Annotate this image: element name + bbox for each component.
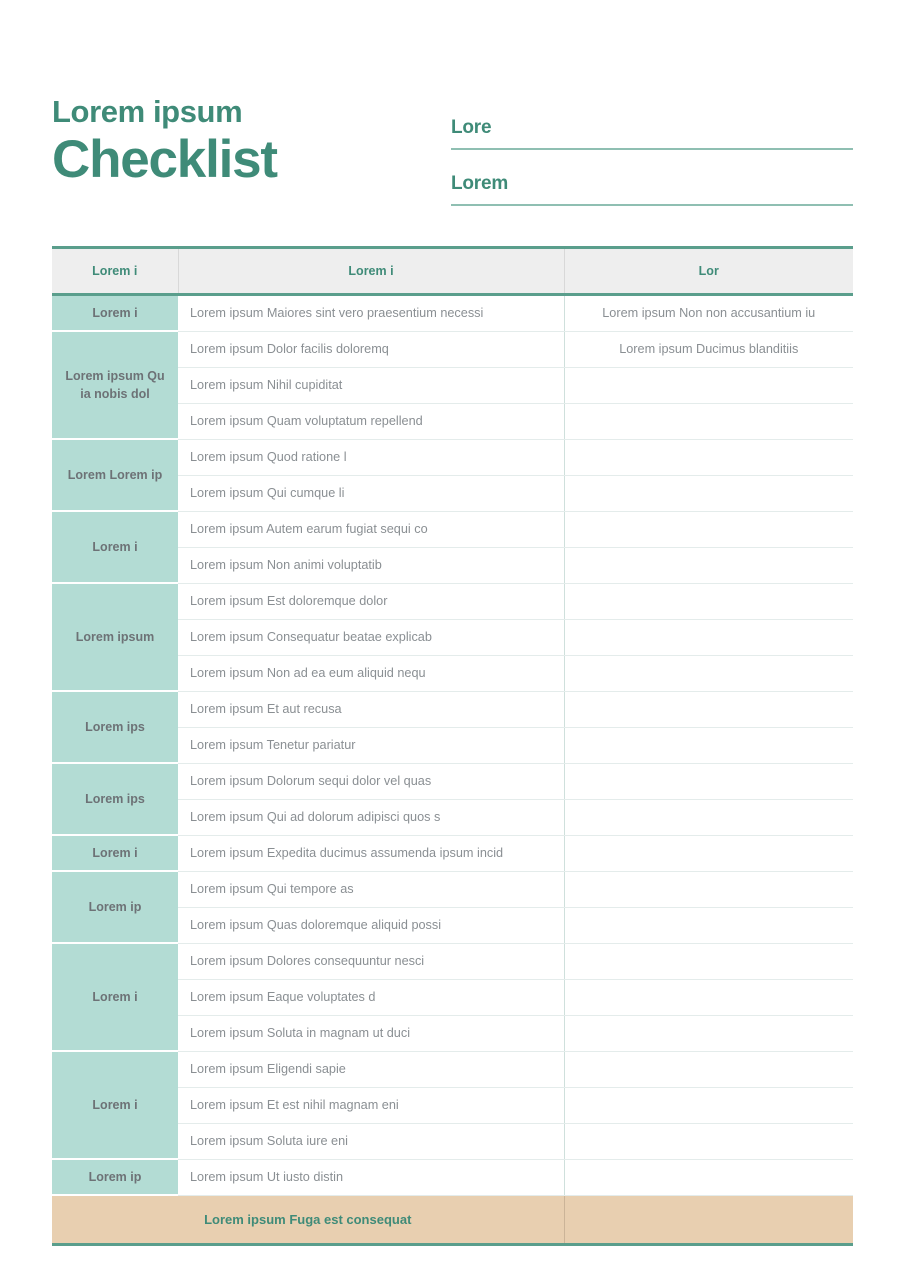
group-label-cell: Lorem ipsum Qu ia nobis dol [52, 331, 178, 439]
table-row [52, 763, 853, 799]
note-cell[interactable] [564, 799, 853, 835]
task-cell[interactable]: Lorem ipsum Et est nihil magnam eni [178, 1087, 564, 1123]
group-label-cell: Lorem ips [52, 763, 178, 835]
table-row [52, 1159, 853, 1195]
note-cell[interactable] [564, 1051, 853, 1087]
group-label-cell: Lorem ipsum [52, 583, 178, 691]
column-header-group: Lorem i [52, 247, 178, 294]
task-cell[interactable]: Lorem ipsum Quam voluptatum repellend [178, 403, 564, 439]
note-cell[interactable]: Lorem ipsum Non non accusantium iu [564, 294, 853, 331]
task-cell[interactable]: Lorem ipsum Soluta iure eni [178, 1123, 564, 1159]
task-cell[interactable]: Lorem ipsum Qui ad dolorum adipisci quos s [178, 799, 564, 835]
header-fields [451, 116, 853, 206]
group-label-cell: Lorem i [52, 294, 178, 331]
group-label-cell: Lorem Lorem ip [52, 439, 178, 511]
table-row [52, 943, 853, 979]
task-cell[interactable]: Lorem ipsum Dolores consequuntur nesci [178, 943, 564, 979]
group-label-cell: Lorem i [52, 511, 178, 583]
task-cell[interactable]: Lorem ipsum Expedita ducimus assumenda ipsum incid [178, 835, 564, 871]
note-cell[interactable] [564, 943, 853, 979]
task-cell[interactable]: Lorem ipsum Consequatur beatae explicab [178, 619, 564, 655]
note-cell[interactable] [564, 475, 853, 511]
note-cell[interactable] [564, 511, 853, 547]
task-cell[interactable]: Lorem ipsum Tenetur pariatur [178, 727, 564, 763]
note-cell[interactable] [564, 763, 853, 799]
task-cell[interactable]: Lorem ipsum Eaque voluptates d [178, 979, 564, 1015]
column-header-note: Lor [564, 247, 853, 294]
table-row [52, 511, 853, 547]
table-head [52, 247, 853, 294]
table-body [52, 294, 853, 1195]
table-header-row [52, 247, 853, 294]
task-cell[interactable]: Lorem ipsum Autem earum fugiat sequi co [178, 511, 564, 547]
note-cell[interactable] [564, 619, 853, 655]
task-cell[interactable]: Lorem ipsum Eligendi sapie [178, 1051, 564, 1087]
table-row [52, 439, 853, 475]
task-cell[interactable]: Lorem ipsum Ut iusto distin [178, 1159, 564, 1195]
note-cell[interactable] [564, 439, 853, 475]
table-row [52, 691, 853, 727]
note-cell[interactable] [564, 1087, 853, 1123]
table-row [52, 1051, 853, 1087]
title-block [52, 88, 277, 188]
header-field-2-label: Lorem [451, 172, 509, 194]
footer-note[interactable] [564, 1195, 853, 1245]
task-cell[interactable]: Lorem ipsum Nihil cupiditat [178, 367, 564, 403]
table-row [52, 583, 853, 619]
header-field-2[interactable] [451, 172, 853, 206]
checklist-table [52, 246, 853, 1247]
task-cell[interactable]: Lorem ipsum Non ad ea eum aliquid nequ [178, 655, 564, 691]
task-cell[interactable]: Lorem ipsum Et aut recusa [178, 691, 564, 727]
note-cell[interactable] [564, 979, 853, 1015]
note-cell[interactable] [564, 907, 853, 943]
task-cell[interactable]: Lorem ipsum Non animi voluptatib [178, 547, 564, 583]
task-cell[interactable]: Lorem ipsum Quas doloremque aliquid possi [178, 907, 564, 943]
task-cell[interactable]: Lorem ipsum Soluta in magnam ut duci [178, 1015, 564, 1051]
task-cell[interactable]: Lorem ipsum Dolorum sequi dolor vel quas [178, 763, 564, 799]
group-label-cell: Lorem i [52, 943, 178, 1051]
note-cell[interactable] [564, 403, 853, 439]
group-label-cell: Lorem ip [52, 871, 178, 943]
checklist-table-wrap [52, 246, 853, 1247]
column-header-task: Lorem i [178, 247, 564, 294]
table-row [52, 871, 853, 907]
table-foot [52, 1195, 853, 1245]
note-cell[interactable] [564, 691, 853, 727]
task-cell[interactable]: Lorem ipsum Qui cumque li [178, 475, 564, 511]
group-label-cell: Lorem ips [52, 691, 178, 763]
group-label-cell: Lorem i [52, 1051, 178, 1159]
note-cell[interactable] [564, 547, 853, 583]
group-label-cell: Lorem i [52, 835, 178, 871]
header-field-1[interactable] [451, 116, 853, 150]
footer-label: Lorem ipsum Fuga est consequat [52, 1195, 564, 1245]
task-cell[interactable]: Lorem ipsum Est doloremque dolor [178, 583, 564, 619]
note-cell[interactable] [564, 871, 853, 907]
group-label-cell: Lorem ip [52, 1159, 178, 1195]
note-cell[interactable] [564, 1123, 853, 1159]
footer-row [52, 1195, 853, 1245]
note-cell[interactable] [564, 655, 853, 691]
task-cell[interactable]: Lorem ipsum Qui tempore as [178, 871, 564, 907]
note-cell[interactable] [564, 367, 853, 403]
table-row [52, 294, 853, 331]
table-row [52, 331, 853, 367]
note-cell[interactable] [564, 727, 853, 763]
note-cell[interactable] [564, 835, 853, 871]
title-eyebrow: Lorem ipsum [52, 94, 243, 129]
task-cell[interactable]: Lorem ipsum Maiores sint vero praesentium necessi [178, 294, 564, 331]
note-cell[interactable] [564, 583, 853, 619]
note-cell[interactable]: Lorem ipsum Ducimus blanditiis [564, 331, 853, 367]
task-cell[interactable]: Lorem ipsum Quod ratione l [178, 439, 564, 475]
note-cell[interactable] [564, 1015, 853, 1051]
note-cell[interactable] [564, 1159, 853, 1195]
page-title: Checklist [52, 129, 277, 189]
task-cell[interactable]: Lorem ipsum Dolor facilis doloremq [178, 331, 564, 367]
table-row [52, 835, 853, 871]
document-header [52, 0, 853, 206]
header-field-1-label: Lore [451, 117, 492, 138]
